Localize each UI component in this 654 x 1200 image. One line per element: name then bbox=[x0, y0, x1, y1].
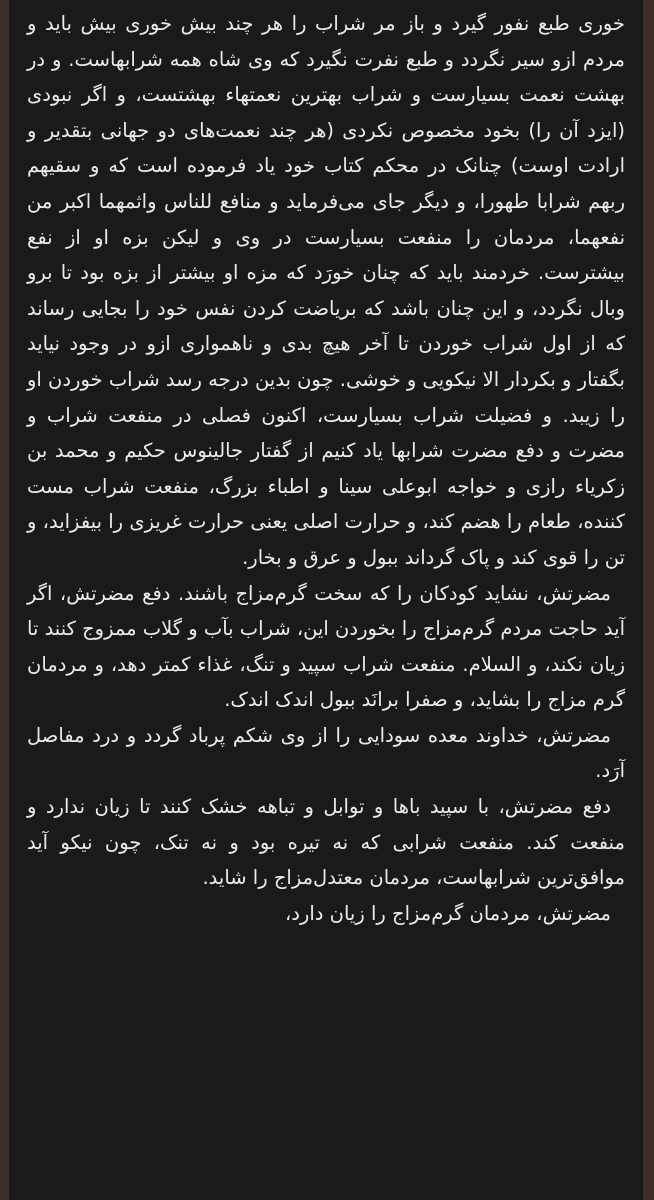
document-page bbox=[9, 0, 643, 1200]
document-text bbox=[27, 6, 625, 931]
paragraph-harm-warm: مضرتش، مردمان گرم‌مزاج را زیان دارد، bbox=[284, 901, 611, 925]
paragraph-intro: خوری طبع نفور گیرد و باز مر شراب را هر چند بیش خوری بیش باید و مردم ازو سیر نگردد و طبع نفرت نگیرد که وی شاه همه شرابهاست. و در بهشت نعمت بسیارست و شراب بهترین نعمتهاء بهشتست، و اگر نبودی (ایزد آن را) بخود مخصوص نکردی (هر چند نعمت‌های دو جهانی بتقدیر و ارادت اوست) چنانک در محکم کتاب خود یاد فرموده است که و سقیهم ربهم شرابا طهورا، و دیگر جای می‌فرماید و منافع للناس واثمهما اکبر من نفعهما، مردمان را منفعت بسیارست در وی و لیکن بزه او از نفع بیشترست. خردمند باید که چنان خورَد که مزه او بیشتر از بزه بود تا برو وبال نگردد، و این چنان باشد که بریاضت کردن نفس خود را بجایی رساند که از اول شراب خوردن تا آخر هیچ بدی و ناهمواری ازو در وجود نیاید بگفتار و بکردار الا نیکویی و خوشی. چون بدین درجه رسد شراب خوردن او را زیبد. و فضیلت شراب بسیارست، اکنون فصلی در منفعت شراب و مضرت و دفع مضرت شرابها یاد کنیم از گفتار جالینوس حکیم و محمد بن زکریاء رازی و خواجه ابوعلی سینا و اطباء بزرگ، منفعت شراب مست کننده، طعام را هضم کند، و حرارت اصلی یعنی حرارت غریزی را بیفزاید، و تن را قوی کند و پاک گرداند ببول و عرق و بخار. bbox=[27, 12, 625, 569]
paragraph-harm-stomach: مضرتش، خداوند معده سودایی را از وی شکم پرباد گردد و درد مفاصل آرَد. bbox=[27, 723, 625, 783]
paragraph-harm-children: مضرتش، نشاید کودکان را که سخت گرم‌مزاج باشند. دفع مضرتش، اگر آید حاجت مردم گرم‌مزاج را بخوردن این، شراب بآب و گلاب ممزوج کنند تا زیان نکند، و السلام. منفعت شراب سپید و تنگ، غذاء کمتر دهد، و مردمان گرم مزاج را بشاید، و صفرا برانَد ببول اندک اندک. bbox=[27, 581, 625, 712]
paragraph-remedy: دفع مضرتش، با سپید باها و توابل و تباهه خشک کنند تا زیان ندارد و منفعت کند. منفعت شرابی که نه تیره بود و نه تنک، چون نیکو آید موافق‌ترین شرابهاست، مردمان معتدل‌مزاج را شاید. bbox=[27, 795, 625, 890]
